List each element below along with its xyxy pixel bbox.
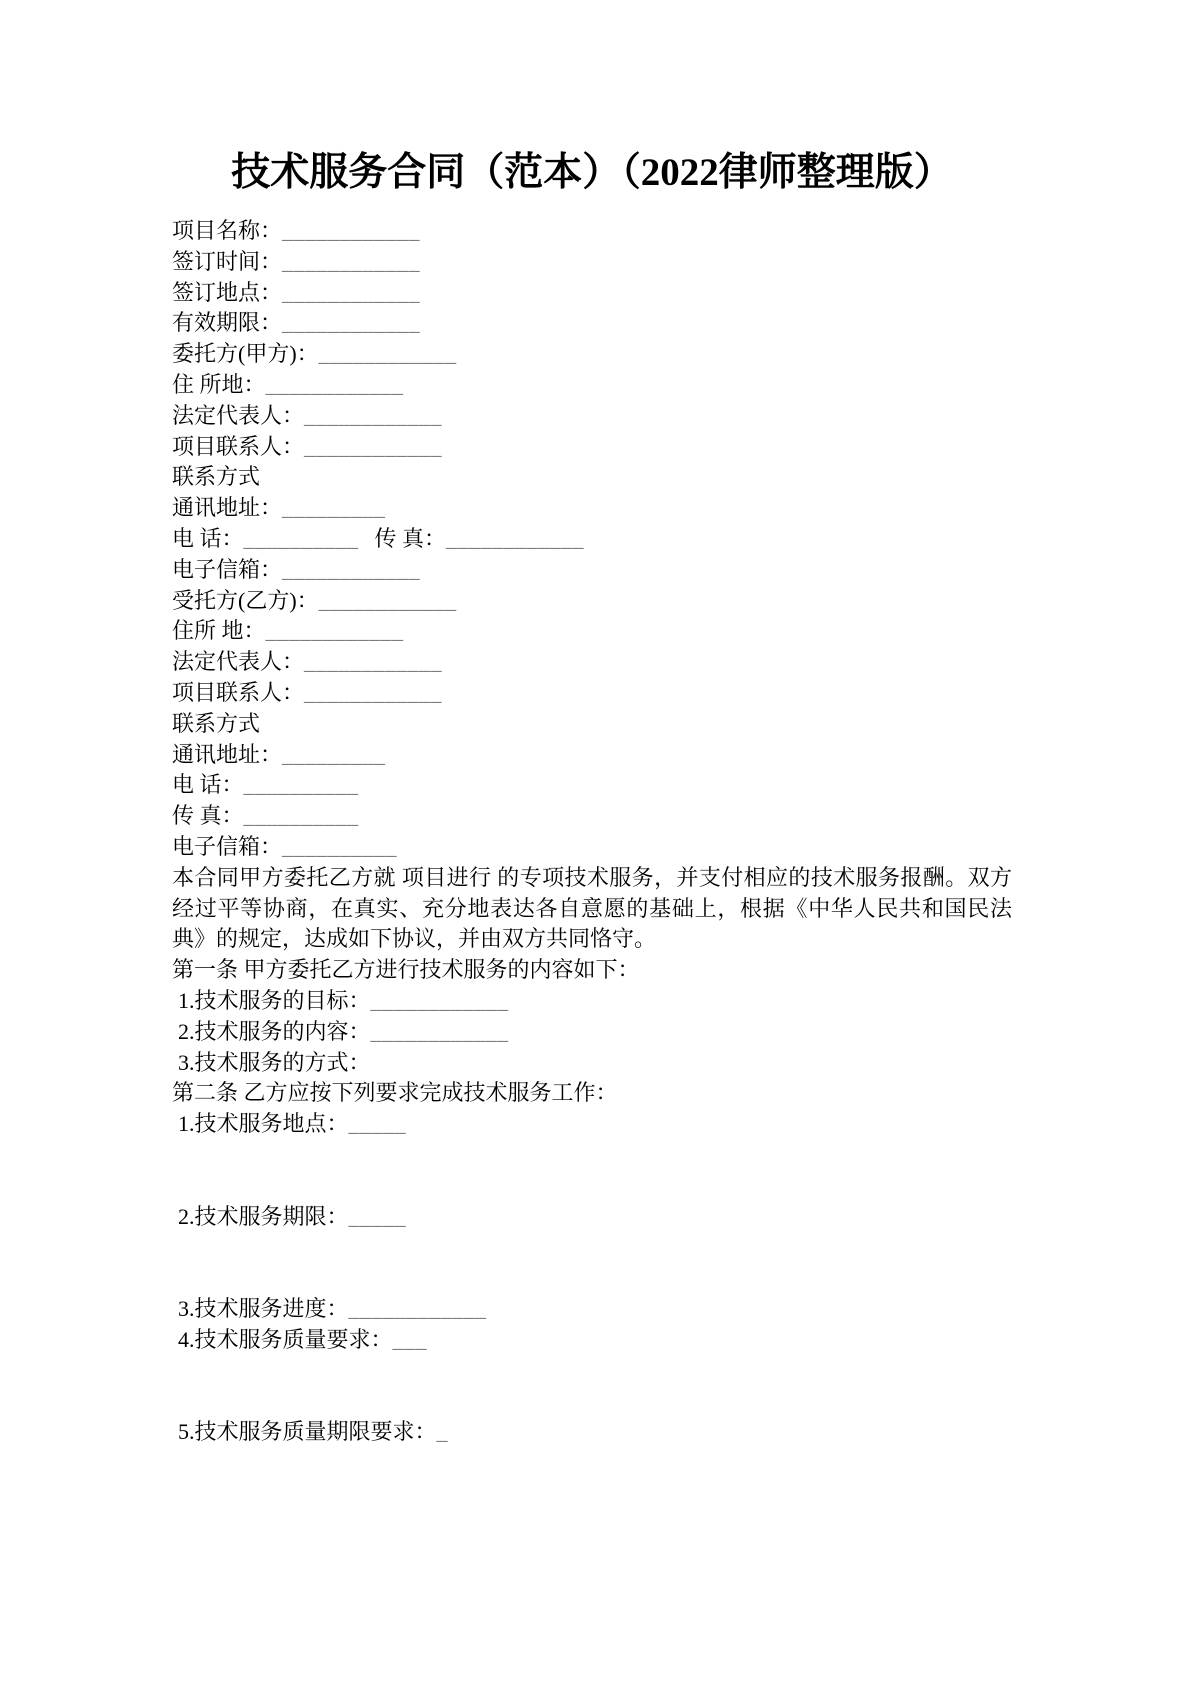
blank-line: ____________ bbox=[446, 525, 585, 551]
field-label: 通讯地址： bbox=[172, 741, 283, 767]
article2-item-quality-period bbox=[172, 1417, 1012, 1448]
field-line-party-a-mail-address bbox=[172, 493, 1012, 524]
field-line-party-b-phone bbox=[172, 770, 1012, 801]
item-label: 3.技术服务的方式： bbox=[178, 1049, 371, 1075]
field-line-party-b-address bbox=[172, 616, 1012, 647]
field-line-party-a-address bbox=[172, 370, 1012, 401]
blank-gap bbox=[172, 1356, 1012, 1418]
field-label: 委托方(甲方)： bbox=[172, 341, 319, 367]
field-line-party-a-legal-rep bbox=[172, 401, 1012, 432]
field-line-party-a-contact-method bbox=[172, 462, 1012, 493]
blank-line: _________ bbox=[282, 495, 386, 521]
field-line-party-b-legal-rep bbox=[172, 647, 1012, 678]
item-label: 3.技术服务进度： bbox=[178, 1295, 349, 1321]
article1-item-content bbox=[172, 1017, 1012, 1048]
field-label: 电子信箱： bbox=[172, 556, 283, 582]
article2-item-quality bbox=[172, 1325, 1012, 1356]
field-line-party-b-contact bbox=[172, 678, 1012, 709]
field-line-party-a-contact bbox=[172, 432, 1012, 463]
blank-gap bbox=[172, 1232, 1012, 1294]
field-label: 住 所地： bbox=[172, 372, 266, 397]
field-label: 法定代表人： bbox=[172, 402, 305, 428]
field-label: 住所 地： bbox=[172, 618, 266, 644]
blank-line: ___ bbox=[392, 1326, 428, 1352]
field-line-party-a bbox=[172, 339, 1012, 370]
item-label: 2.技术服务期限： bbox=[178, 1203, 349, 1229]
field-label: 电子信箱： bbox=[172, 833, 283, 859]
field-label: 联系方式 bbox=[172, 710, 261, 736]
field-line-sign-place bbox=[172, 278, 1012, 309]
blank-gap bbox=[172, 1140, 1012, 1202]
blank-line: ____________ bbox=[304, 433, 443, 459]
item-label: 5.技术服务质量期限要求： bbox=[178, 1419, 437, 1445]
field-label: 项目名称： bbox=[172, 218, 283, 244]
blank-line: ____________ bbox=[318, 587, 457, 613]
blank-line: ____________ bbox=[282, 279, 421, 305]
field-line-party-b bbox=[172, 586, 1012, 617]
blank-line: ____________ bbox=[318, 341, 457, 367]
article1-item-goal bbox=[172, 986, 1012, 1017]
field-line-party-a-phone-fax bbox=[172, 524, 1012, 555]
field-label: 受托方(乙方)： bbox=[172, 587, 319, 613]
blank-line: ____________ bbox=[304, 649, 443, 675]
blank-line: ____________ bbox=[304, 402, 443, 428]
field-line-project-name bbox=[172, 216, 1012, 247]
field-line-party-b-contact-method bbox=[172, 709, 1012, 740]
blank-line: ____________ bbox=[282, 310, 421, 336]
item-label: 4.技术服务质量要求： bbox=[178, 1326, 393, 1352]
blank-line: ____________ bbox=[304, 679, 443, 705]
article2-item-period bbox=[172, 1202, 1012, 1233]
article2-item-progress bbox=[172, 1294, 1012, 1325]
blank-line: ____________ bbox=[370, 987, 509, 1013]
field-label: 项目联系人： bbox=[172, 433, 305, 459]
blank-line: __________ bbox=[243, 525, 359, 551]
field-label: 项目联系人： bbox=[172, 679, 305, 705]
blank-line: ____________ bbox=[282, 218, 421, 244]
field-label: 电 话： bbox=[172, 525, 244, 551]
blank-line: _________ bbox=[282, 741, 386, 767]
blank-line: __________ bbox=[243, 772, 359, 798]
article1-item-method bbox=[172, 1048, 1012, 1079]
field-line-party-b-mail-address bbox=[172, 740, 1012, 771]
field-line-party-b-fax bbox=[172, 801, 1012, 832]
field-label: 通讯地址： bbox=[172, 495, 283, 521]
article2-item-place bbox=[172, 1109, 1012, 1140]
article2-heading: 第二条 乙方应按下列要求完成技术服务工作： bbox=[172, 1080, 618, 1106]
blank-line: _____ bbox=[348, 1203, 407, 1229]
field-line-party-b-email bbox=[172, 832, 1012, 863]
field-label: 签订地点： bbox=[172, 279, 283, 305]
field-label: 有效期限： bbox=[172, 310, 283, 336]
field-line-valid-period bbox=[172, 308, 1012, 339]
field-label: 传 真： bbox=[374, 525, 447, 551]
field-label: 联系方式 bbox=[172, 464, 261, 490]
document-title: 技术服务合同（范本）（2022律师整理版） bbox=[231, 151, 953, 194]
blank-line: ____________ bbox=[265, 618, 404, 644]
field-label: 签订时间： bbox=[172, 248, 283, 274]
item-label: 2.技术服务的内容： bbox=[178, 1018, 371, 1044]
blank-line: __________ bbox=[282, 833, 398, 859]
field-label: 法定代表人： bbox=[172, 649, 305, 675]
blank-line: __________ bbox=[243, 803, 359, 829]
blank-line: ____________ bbox=[265, 372, 404, 397]
blank-line: _____ bbox=[348, 1111, 407, 1137]
blank-line: _ bbox=[436, 1419, 449, 1445]
article1-heading: 第一条 甲方委托乙方进行技术服务的内容如下： bbox=[172, 957, 640, 983]
item-label: 1.技术服务的目标： bbox=[178, 987, 371, 1013]
blank-line: ____________ bbox=[370, 1018, 509, 1044]
intro-paragraph: 本合同甲方委托乙方就 项目进行 的专项技术服务，并支付相应的技术服务报酬。双方经过平等协商，在真实、充分地表达各自意愿的基础上，根据《中华人民共和国民法典》的规定，达成如下协议，并由双方共同恪守。 bbox=[172, 864, 1012, 952]
field-line-party-a-email bbox=[172, 555, 1012, 586]
blank-line: ____________ bbox=[348, 1295, 487, 1321]
blank-line: ____________ bbox=[282, 248, 421, 274]
field-line-sign-date bbox=[172, 247, 1012, 278]
field-label: 电 话： bbox=[172, 772, 244, 798]
blank-line: ____________ bbox=[282, 556, 421, 582]
field-label: 传 真： bbox=[172, 803, 244, 829]
item-label: 1.技术服务地点： bbox=[178, 1111, 349, 1137]
